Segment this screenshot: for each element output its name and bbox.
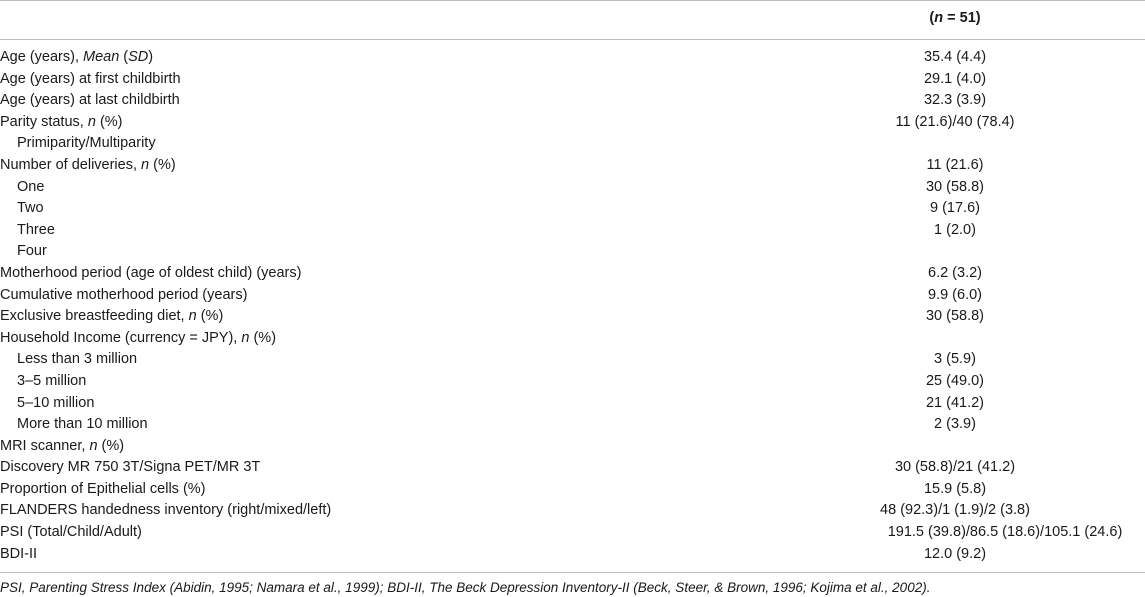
row-label bbox=[0, 544, 37, 566]
table-row bbox=[0, 285, 1145, 307]
table-row bbox=[0, 177, 1145, 199]
table-footnote: PSI, Parenting Stress Index (Abidin, 1995; Namara et al., 1999); BDI-II, The Beck Depression Inventory-II (Beck, Steer, & Brown, 1996; Kojima et al., 2002). bbox=[0, 580, 931, 595]
row-label-part: 3–5 million bbox=[17, 372, 87, 389]
row-label-part: Age (years), bbox=[0, 49, 83, 65]
row-label-part: More than 10 million bbox=[17, 416, 148, 433]
row-value: 29.1 (4.0) bbox=[923, 70, 987, 87]
table-row bbox=[0, 479, 1145, 501]
row-label bbox=[0, 285, 247, 307]
row-label-part: Primiparity/Multiparity bbox=[17, 135, 156, 152]
row-label-part: Mean bbox=[83, 49, 120, 65]
row-value: 48 (92.3)/1 (1.9)/2 (3.8) bbox=[880, 502, 1030, 519]
row-label-part: n bbox=[241, 329, 250, 346]
row-value: 2 (3.9) bbox=[934, 416, 976, 433]
row-label-part: SD bbox=[128, 49, 149, 65]
row-label-part: Exclusive breastfeeding diet, bbox=[0, 308, 189, 325]
row-label bbox=[0, 479, 206, 501]
row-label-part: FLANDERS handedness inventory (right/mixed/left) bbox=[0, 502, 332, 519]
table-row bbox=[0, 306, 1145, 328]
row-label-part: Discovery MR 750 3T/Signa PET/MR 3T bbox=[0, 459, 261, 476]
row-label bbox=[0, 263, 301, 285]
table-row bbox=[0, 393, 1145, 415]
row-label-part: ( bbox=[119, 49, 129, 65]
table-row bbox=[0, 500, 1145, 522]
row-value: 21 (41.2) bbox=[925, 394, 985, 411]
row-label-part: Proportion of Epithelial cells (%) bbox=[0, 480, 206, 497]
row-value: 15.9 (5.8) bbox=[923, 480, 987, 497]
row-value: 1 (2.0) bbox=[934, 221, 976, 238]
row-value: 12.0 (9.2) bbox=[923, 545, 987, 562]
row-label bbox=[0, 306, 223, 328]
table-row bbox=[0, 198, 1145, 220]
table-row bbox=[0, 69, 1145, 91]
row-value: 30 (58.8) bbox=[925, 178, 985, 195]
row-label-part: Four bbox=[17, 243, 47, 260]
row-label bbox=[17, 414, 148, 436]
table-body bbox=[0, 47, 1145, 565]
row-label bbox=[17, 393, 94, 415]
row-label bbox=[0, 500, 331, 522]
row-value: 9 (17.6) bbox=[930, 200, 980, 217]
row-label bbox=[17, 349, 137, 371]
row-value: 9.9 (6.0) bbox=[928, 286, 982, 303]
row-value: 25 (49.0) bbox=[925, 372, 985, 389]
row-label bbox=[17, 371, 86, 393]
table-row bbox=[0, 155, 1145, 177]
row-label-part: Motherhood period (age of oldest child) (years) bbox=[0, 264, 302, 281]
row-label-part: Household Income (currency = JPY), bbox=[0, 329, 242, 346]
row-label-part: (%) bbox=[97, 437, 125, 454]
row-value: 30 (58.8) bbox=[925, 308, 985, 325]
table-row bbox=[0, 220, 1145, 242]
row-value: 191.5 (39.8)/86.5 (18.6)/105.1 (24.6) bbox=[887, 524, 1123, 541]
row-label-part: Less than 3 million bbox=[17, 351, 138, 368]
row-label-part: Age (years) at first childbirth bbox=[0, 70, 181, 87]
row-label bbox=[0, 522, 142, 544]
row-label bbox=[17, 241, 47, 263]
row-label bbox=[0, 155, 176, 177]
row-label-part: Three bbox=[17, 221, 55, 238]
row-value: 6.2 (3.2) bbox=[928, 264, 982, 281]
row-label-part: n bbox=[188, 308, 197, 325]
row-label-part: n bbox=[141, 156, 150, 173]
row-label bbox=[0, 112, 123, 134]
row-label bbox=[0, 457, 260, 479]
row-label-part: n bbox=[89, 437, 98, 454]
row-label-part: One bbox=[17, 178, 45, 195]
table-row bbox=[0, 263, 1145, 285]
header-rule bbox=[0, 39, 1145, 40]
row-label bbox=[0, 328, 276, 350]
row-label-part: Cumulative motherhood period (years) bbox=[0, 286, 248, 303]
table-row bbox=[0, 544, 1145, 566]
table-row bbox=[0, 414, 1145, 436]
row-label-part: n bbox=[87, 113, 96, 130]
row-label-part: BDI-II bbox=[0, 545, 38, 562]
table-row bbox=[0, 112, 1145, 134]
row-label bbox=[0, 436, 124, 458]
row-label-part: Two bbox=[17, 200, 44, 217]
row-label-part: (%) bbox=[95, 113, 123, 130]
row-label bbox=[0, 90, 180, 112]
table-top-rule bbox=[0, 0, 1145, 1]
row-value: 3 (5.9) bbox=[934, 351, 976, 368]
column-header-n: (n = 51) bbox=[929, 10, 981, 26]
row-value: 11 (21.6)/40 (78.4) bbox=[895, 113, 1015, 130]
row-label bbox=[17, 198, 44, 220]
row-label bbox=[17, 220, 55, 242]
row-label-part: ) bbox=[148, 49, 154, 65]
row-value: 11 (21.6) bbox=[926, 156, 984, 173]
table-row bbox=[0, 436, 1145, 458]
table-row bbox=[0, 457, 1145, 479]
row-label-part: (%) bbox=[149, 156, 176, 173]
row-value: 30 (58.8)/21 (41.2) bbox=[894, 459, 1016, 476]
table-bottom-rule bbox=[0, 572, 1145, 573]
row-label-part: Age (years) at last childbirth bbox=[0, 92, 180, 109]
row-label-part: (%) bbox=[196, 308, 224, 325]
row-label-part: Number of deliveries, bbox=[0, 156, 142, 173]
table-row bbox=[0, 133, 1145, 155]
table-row bbox=[0, 328, 1145, 350]
row-label bbox=[0, 47, 153, 69]
row-value: 35.4 (4.4) bbox=[923, 49, 987, 65]
table-row bbox=[0, 371, 1145, 393]
table-row bbox=[0, 47, 1145, 69]
row-label-part: MRI scanner, bbox=[0, 437, 90, 454]
row-value: 32.3 (3.9) bbox=[923, 92, 987, 109]
table-row bbox=[0, 90, 1145, 112]
row-label-part: Parity status, bbox=[0, 113, 88, 130]
row-label-part: (%) bbox=[249, 329, 277, 346]
table-row bbox=[0, 241, 1145, 263]
table-row bbox=[0, 522, 1145, 544]
row-label bbox=[0, 69, 181, 91]
row-label bbox=[17, 133, 156, 155]
table-row bbox=[0, 349, 1145, 371]
row-label-part: PSI (Total/Child/Adult) bbox=[0, 524, 142, 541]
row-label bbox=[17, 177, 44, 199]
row-label-part: 5–10 million bbox=[17, 394, 95, 411]
